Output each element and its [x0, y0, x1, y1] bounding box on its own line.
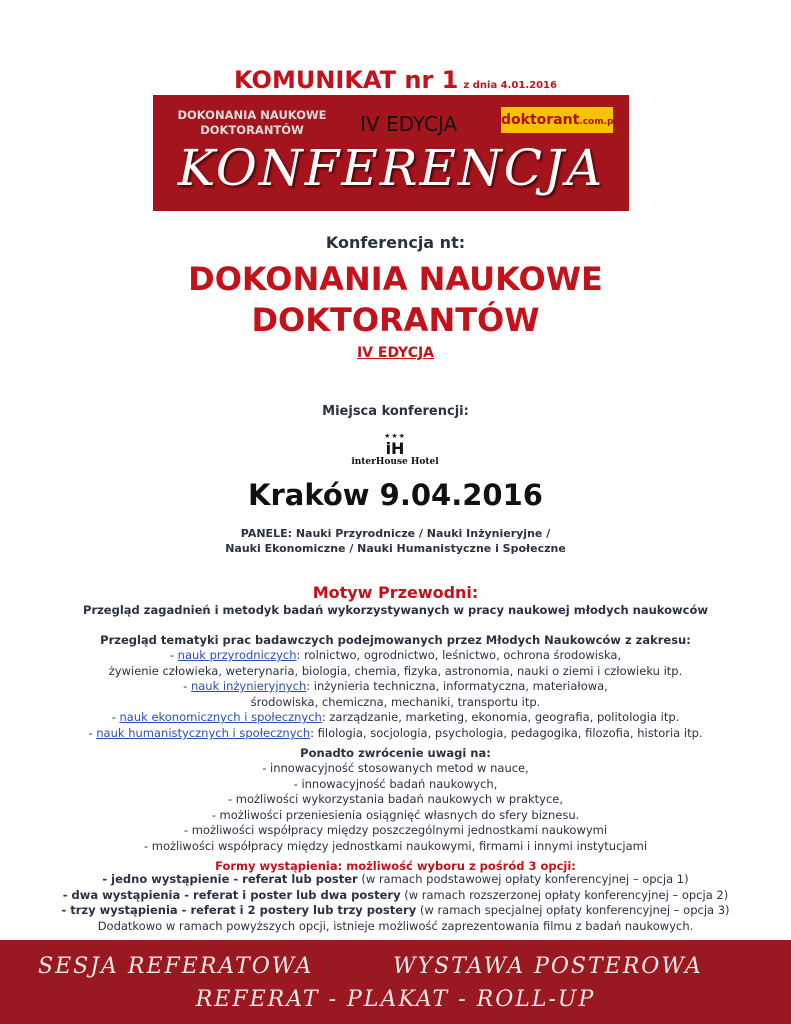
footer-banner: [0, 940, 791, 1024]
doktorant-logo: [501, 107, 617, 133]
list-item: [0, 888, 791, 904]
conference-topic-label: Konferencja nt:: [325, 233, 466, 252]
option-note: (w ramach specjalnej opłaty konferencyjnej – opcja 3): [416, 903, 730, 918]
communique-heading: [0, 66, 791, 94]
list-item: - możliwości współpracy między poszczególnymi jednostkami naukowymi: [183, 823, 608, 838]
area-link-humanities[interactable]: nauk humanistycznych i społecznych: [96, 725, 311, 740]
conference-title-line2: DOKTORANTÓW: [251, 301, 540, 339]
list-item: - innowacyjność badań naukowych,: [293, 776, 498, 791]
list-text: : rolnictwo, ogrodnictwo, leśnictwo, ochrona środowiska,: [296, 648, 622, 662]
area-link-economic[interactable]: nauk ekonomicznych i społecznych: [119, 710, 322, 725]
list-text: : zarządzanie, marketing, ekonomia, geografia, politologia itp.: [321, 710, 680, 725]
list-item: - możliwości wykorzystania badań naukowych w praktyce,: [227, 792, 564, 807]
footer-exhibition: WYSTAWA POSTEROWA: [393, 954, 703, 979]
option-note: (w ramach rozszerzonej opłaty konferencyjnej – opcja 2): [400, 887, 729, 902]
attention-list: [0, 761, 791, 855]
hotel-stars-icon: ★★★: [384, 432, 406, 440]
conference-banner: [153, 95, 629, 211]
list-item: - możliwości przeniesienia osiągnięć własnych do sfery biznesu.: [211, 807, 580, 822]
hotel-name: interHouse Hotel: [351, 457, 439, 467]
venue-label: Miejsca konferencji:: [322, 404, 469, 419]
list-text: : inżynieria techniczna, informatyczna, materiałowa,: [306, 679, 608, 694]
attention-heading: Ponadto zwrócenie uwagi na:: [300, 746, 491, 760]
hotel-mark-icon: iH: [385, 439, 405, 458]
review-heading: Przegląd tematyki prac badawczych podejmowanych przez Młodych Naukowców z zakresu:: [100, 633, 691, 647]
panels-line2: Nauki Ekonomiczne / Nauki Humanistyczne i Społeczne: [225, 542, 566, 555]
banner-subtitle: [171, 108, 333, 138]
area-link-natural[interactable]: nauk przyrodniczych: [177, 648, 297, 662]
list-item: [0, 648, 791, 664]
list-item: [0, 726, 791, 742]
motif-heading: Motyw Przewodni:: [312, 583, 479, 602]
banner-edition: IV EDYCJA: [360, 112, 458, 136]
footer-session: SESJA REFERATOWA: [38, 954, 314, 979]
banner-subtitle-line1: DOKONANIA NAUKOWE: [177, 108, 327, 122]
list-prefix: -: [88, 725, 97, 740]
list-text: środowiska, chemiczna, mechaniki, transportu itp.: [250, 694, 541, 709]
motif-description: Przegląd zagadnień i metodyk badań wykorzystywanych w pracy naukowej młodych naukowców: [83, 603, 708, 617]
list-item: [0, 872, 791, 888]
footer-formats: REFERAT - PLAKAT - ROLL-UP: [195, 987, 596, 1012]
option-title: - dwa wystąpienia - referat i poster lub dwa postery: [62, 887, 401, 902]
list-item: - możliwości współpracy między jednostkami naukowymi, firmami i innymi instytucjami: [143, 838, 648, 853]
list-text: żywienie człowieka, weterynaria, biologia, chemia, fizyka, astronomia, nauki o ziemi i człowieku itp.: [108, 663, 683, 678]
list-item: Dodatkowo w ramach powyższych opcji, istnieje możliwość zaprezentowania filmu z badań naukowych.: [97, 918, 694, 933]
forms-options-list: [0, 872, 791, 934]
list-item: [0, 695, 791, 711]
list-prefix: -: [169, 648, 178, 662]
list-item: - innowacyjność stosowanych metod w nauce,: [262, 761, 529, 775]
research-areas-list: [0, 648, 791, 742]
list-item: [0, 710, 791, 726]
communique-date: z dnia 4.01.2016: [463, 80, 557, 91]
city-date: Kraków 9.04.2016: [248, 478, 543, 512]
list-item: [0, 679, 791, 695]
list-text: : filologia, socjologia, psychologia, pedagogika, filozofia, historia itp.: [310, 725, 703, 740]
hotel-logo: [340, 432, 450, 472]
conference-title-line1: DOKONANIA NAUKOWE: [188, 260, 603, 298]
banner-subtitle-line2: DOKTORANTÓW: [200, 123, 304, 137]
list-item: [0, 903, 791, 919]
option-note: (w ramach podstawowej opłaty konferencyjnej – opcja 1): [357, 872, 689, 886]
banner-title: KONFERENCJA: [177, 139, 605, 197]
list-prefix: -: [111, 710, 120, 725]
panels-line1: PANELE: Nauki Przyrodnicze / Nauki Inżynieryjne /: [240, 527, 551, 540]
option-title: - jedno wystąpienie - referat lub poster: [102, 872, 358, 886]
list-prefix: -: [183, 679, 191, 694]
logo-main-text: doktorant: [501, 112, 580, 128]
edition-label: IV EDYCJA: [356, 345, 435, 361]
communique-number: KOMUNIKAT nr 1: [234, 66, 459, 94]
area-link-engineering[interactable]: nauk inżynieryjnych: [190, 679, 307, 694]
list-item: [0, 664, 791, 680]
forms-heading: Formy wystąpienia: możliwość wyboru z pośród 3 opcji:: [215, 859, 576, 873]
option-title: - trzy wystąpienia - referat i 2 postery lub trzy postery: [61, 903, 417, 918]
logo-domain-text: .com.pl: [579, 117, 617, 127]
